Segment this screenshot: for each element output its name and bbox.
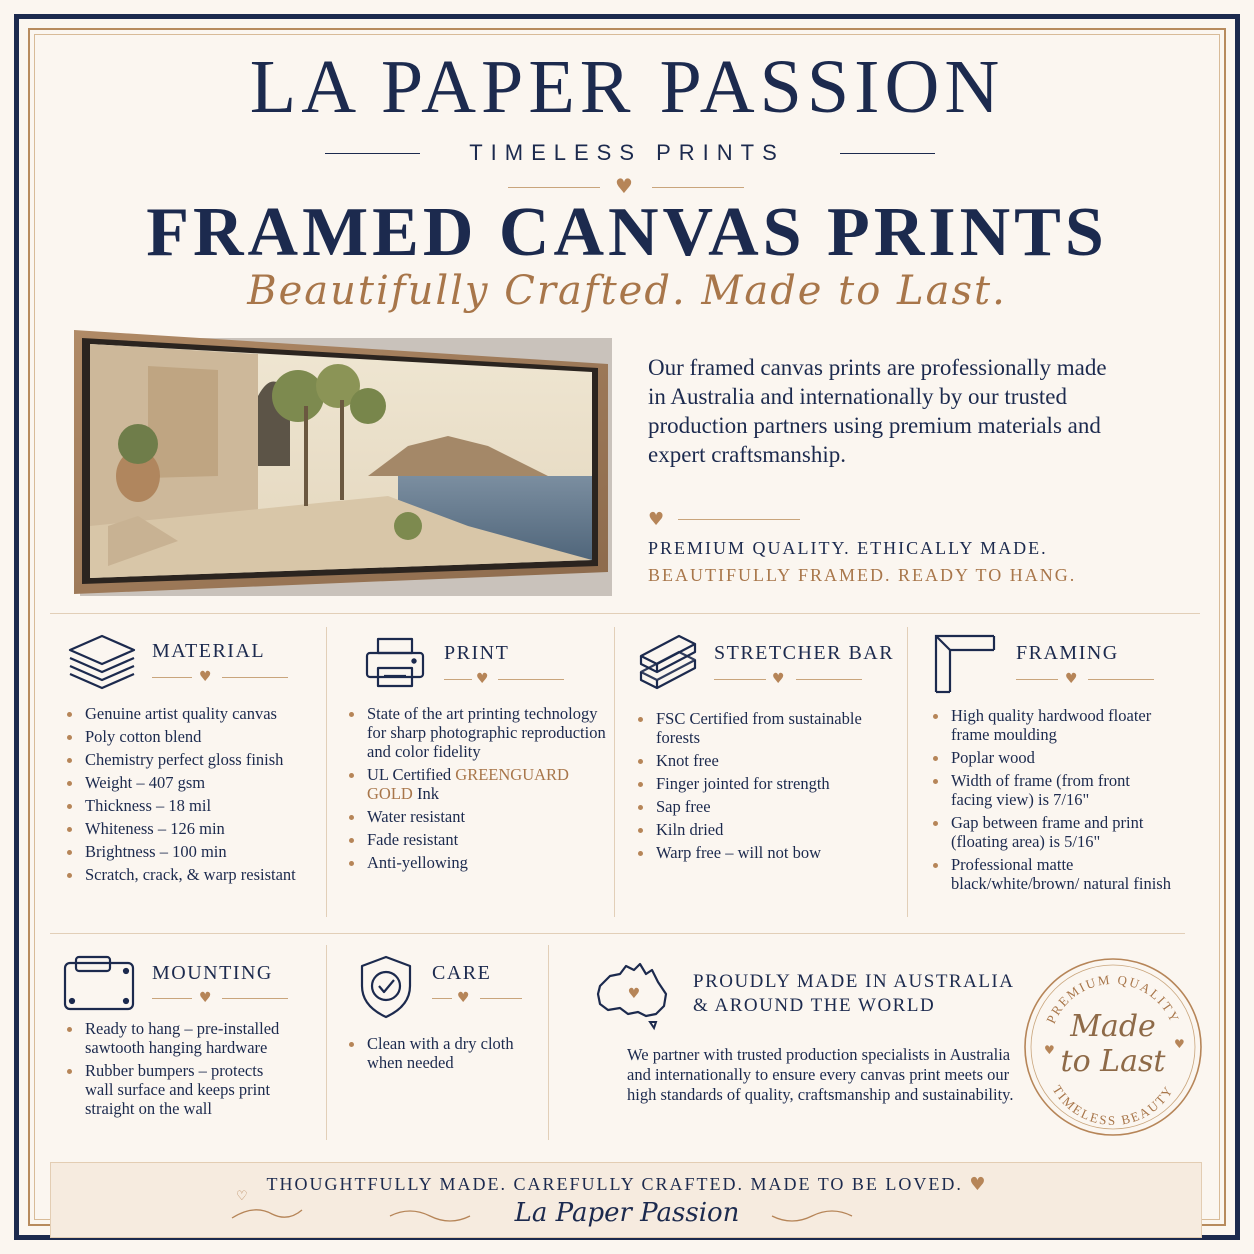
list-item: High quality hardwood floater frame moulding: [931, 706, 1171, 744]
wood-planks-icon: [637, 632, 699, 694]
section-divider-top: [50, 613, 1200, 614]
svg-text:♥: ♥: [627, 986, 641, 1002]
list-item: Poly cotton blend: [65, 727, 325, 746]
heart-icon: ♥: [199, 990, 212, 1006]
page-title: FRAMED CANVAS PRINTS: [146, 194, 1108, 271]
list-item-text: Ink: [412, 784, 439, 803]
intro-text: Our framed canvas prints are professionally made in Australia and internationally by our trusted production partners using premium materials and expert craftsmanship.: [648, 355, 1107, 467]
heart-icon: ♥: [1044, 1043, 1055, 1057]
brand-name: LA PAPER PASSION: [249, 45, 1005, 129]
list-item: Water resistant: [347, 807, 607, 826]
seal-to-last-text: to Last: [1060, 1044, 1166, 1079]
layers-icon: [66, 632, 138, 692]
framing-rule-right: [1088, 679, 1154, 680]
framed-canvas-image: [68, 326, 616, 598]
list-item: State of the art printing technology for sharp photographic reproduction and color fidelity: [347, 704, 607, 761]
list-item: Genuine artist quality canvas: [65, 704, 325, 723]
heart-icon: ♥: [1065, 671, 1078, 687]
frame-corner-icon: [934, 634, 996, 694]
stretcher-list: [636, 709, 901, 862]
care-rule-left: [432, 998, 452, 999]
list-item: Rubber bumpers – protects wall surface and keeps print straight on the wall: [65, 1061, 280, 1118]
print-rule-right: [498, 679, 564, 680]
material-list: [65, 704, 325, 884]
list-item: Sap free: [636, 797, 901, 816]
stretcher-rule-left: [714, 679, 766, 680]
list-item: Finger jointed for strength: [636, 774, 901, 793]
seal-top-text: PREMIUM QUALITY: [1043, 971, 1183, 1026]
section-divider-middle: [50, 933, 1185, 934]
list-item-text: UL Certified: [367, 765, 456, 784]
australia-map-icon: [594, 960, 670, 1032]
material-rule-right: [222, 677, 288, 678]
heart-icon: ♥: [476, 671, 489, 687]
quality-line-1: PREMIUM QUALITY. ETHICALLY MADE.: [648, 538, 1048, 558]
list-item: Weight – 407 gsm: [65, 773, 325, 792]
list-item: Ready to hang – pre-installed sawtooth hanging hardware: [65, 1019, 280, 1057]
list-item: Clean with a dry cloth when needed: [347, 1034, 537, 1072]
heart-icon: ♥: [615, 174, 633, 198]
footer-text: [0, 1174, 1254, 1195]
hanger-icon: [62, 955, 136, 1013]
signature: La Paper Passion: [514, 1198, 740, 1228]
heart-icon: ♥: [969, 1174, 988, 1195]
mounting-list: [65, 1019, 280, 1118]
list-item: Warp free – will not bow: [636, 843, 901, 862]
footer-slogan: THOUGHTFULLY MADE. CAREFULLY CRAFTED. MADE TO BE LOVED.: [266, 1174, 963, 1194]
seal-made-text: Made: [1070, 1009, 1156, 1044]
greenguard-highlight: GREENGUARD GOLD: [367, 765, 569, 803]
list-item: Whiteness – 126 min: [65, 819, 325, 838]
list-item: Width of frame (from front facing view) is 7/16": [931, 771, 1171, 809]
made-to-last-seal: [1022, 956, 1204, 1138]
print-title: PRINT: [444, 642, 510, 664]
list-item: FSC Certified from sustainable forests: [636, 709, 901, 747]
list-item: Professional matte black/white/brown/ natural finish: [931, 855, 1171, 893]
list-item: Chemistry perfect gloss finish: [65, 750, 325, 769]
quality-line-2: BEAUTIFULLY FRAMED. READY TO HANG.: [648, 565, 1077, 585]
list-item: Kiln dried: [636, 820, 901, 839]
material-title: MATERIAL: [152, 640, 266, 662]
column-divider: [326, 627, 327, 917]
care-list: [347, 1034, 537, 1072]
svg-text:♡: ♡: [236, 1189, 248, 1204]
printer-icon: [364, 636, 426, 690]
column-divider: [548, 945, 549, 1140]
list-item: Poplar wood: [931, 748, 1171, 767]
column-divider: [614, 627, 615, 917]
svg-text:TIMELESS BEAUTY: [1050, 1082, 1177, 1128]
mounting-rule-left: [152, 998, 192, 999]
page-subtitle: Beautifully Crafted. Made to Last.: [247, 268, 1007, 314]
list-item: Fade resistant: [347, 830, 607, 849]
print-list: [347, 704, 607, 872]
divider-left: [508, 187, 600, 188]
intro-divider: [678, 519, 800, 520]
stretcher-rule-right: [796, 679, 862, 680]
australia-title: [693, 970, 1014, 1018]
australia-title-line: & AROUND THE WORLD: [693, 995, 936, 1016]
framing-title: FRAMING: [1016, 642, 1119, 664]
heart-icon: ♥: [199, 669, 212, 685]
framing-list: [931, 706, 1171, 893]
column-divider: [326, 945, 327, 1140]
stretcher-title: STRETCHER BAR: [714, 642, 895, 664]
list-item: Anti-yellowing: [347, 853, 607, 872]
heart-icon: ♥: [772, 671, 785, 687]
australia-title-line: PROUDLY MADE IN AUSTRALIA: [693, 971, 1015, 992]
brand-tagline: TIMELESS PRINTS: [469, 140, 785, 165]
heart-icon: ♥: [648, 509, 665, 530]
list-item: [347, 765, 607, 803]
heart-icon: ♥: [457, 990, 470, 1006]
list-item: Gap between frame and print (floating area) is 5/16": [931, 813, 1171, 851]
list-item: Scratch, crack, & warp resistant: [65, 865, 325, 884]
list-item: Knot free: [636, 751, 901, 770]
shield-check-icon: [358, 954, 414, 1020]
mounting-title: MOUNTING: [152, 962, 273, 984]
care-rule-right: [480, 998, 522, 999]
care-title: CARE: [432, 962, 492, 984]
australia-body: We partner with trusted production specialists in Australia and internationally to ensure every canvas print meets our high standards of quality, craftsmanship and sustainability.: [627, 1045, 1014, 1104]
seal-bottom-text: TIMELESS BEAUTY: [1049, 1082, 1177, 1129]
material-rule-left: [152, 677, 192, 678]
heart-icon: ♥: [1174, 1037, 1185, 1051]
divider-right: [652, 187, 744, 188]
framing-rule-left: [1016, 679, 1058, 680]
print-rule-left: [444, 679, 472, 680]
mounting-rule-right: [222, 998, 288, 999]
list-item: Brightness – 100 min: [65, 842, 325, 861]
column-divider: [907, 627, 908, 917]
list-item: Thickness – 18 mil: [65, 796, 325, 815]
